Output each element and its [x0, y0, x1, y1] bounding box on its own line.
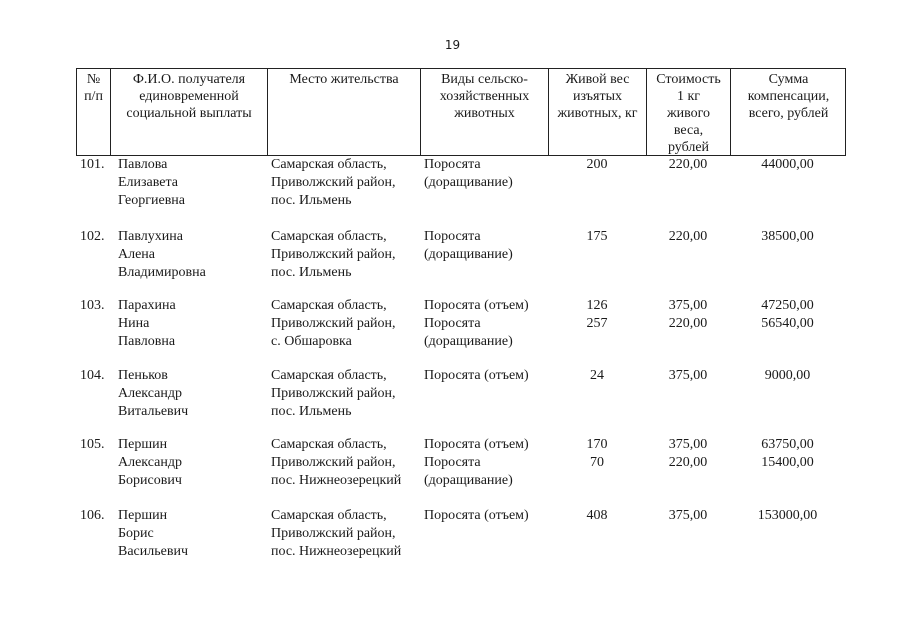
- row-residence: Самарская область, Приволжский район, пос. Нижнеозерецкий: [271, 508, 402, 559]
- header-live-weight: Живой вес изъятых животных, кг: [549, 69, 647, 156]
- row-animal-kind: Поросята (отъем) Поросята (доращивание): [424, 298, 529, 349]
- row-fio: Павлова Елизавета Георгиевна: [118, 157, 186, 208]
- row-fio: Першин Борис Васильевич: [118, 508, 188, 559]
- row-residence: Самарская область, Приволжский район, пос. Нижнеозерецкий: [271, 437, 402, 488]
- row-residence: Самарская область, Приволжский район, пос. Ильмень: [271, 368, 396, 419]
- row-number: 102.: [80, 229, 105, 244]
- row-price-per-kg: 220,00: [668, 229, 708, 244]
- table-row: [76, 297, 846, 367]
- row-fio: Парахина Нина Павловна: [118, 298, 176, 349]
- row-number: 104.: [80, 368, 105, 383]
- row-fio: Павлухина Алена Владимировна: [118, 229, 206, 280]
- row-fio: Пеньков Александр Витальевич: [118, 368, 189, 419]
- row-residence: Самарская область, Приволжский район, пос. Ильмень: [271, 157, 396, 208]
- row-animal-kind: Поросята (отъем) Поросята (доращивание): [424, 437, 529, 488]
- row-price-per-kg: 220,00: [668, 157, 708, 172]
- row-animal-kind: Поросята (доращивание): [424, 157, 513, 190]
- row-fio: Першин Александр Борисович: [118, 437, 182, 488]
- header-compensation-sum: Сумма компенсации, всего, рублей: [747, 72, 830, 121]
- row-animal-kind: Поросята (отъем): [424, 508, 529, 523]
- header-animal-kind: Виды сельско- хозяйственных животных: [421, 69, 549, 156]
- row-live-weight: 24: [590, 368, 604, 383]
- table-row: [76, 507, 846, 577]
- row-compensation-sum: 47250,00 56540,00: [761, 298, 814, 331]
- header-price-per-kg: Стоимость 1 кг живого веса, рублей: [647, 69, 731, 156]
- table-row: [76, 436, 846, 506]
- table-header: [76, 68, 846, 156]
- row-number: 105.: [80, 437, 105, 452]
- row-live-weight: 126 257: [586, 298, 608, 331]
- row-animal-kind: Поросята (отъем): [424, 368, 529, 383]
- table-row: [76, 228, 846, 298]
- header-number: № п/п: [77, 69, 111, 156]
- row-number: 106.: [80, 508, 105, 523]
- header-fio: Ф.И.О. получателя единовременной социальной выплаты: [111, 69, 268, 156]
- page-number: 19: [444, 38, 461, 52]
- row-residence: Самарская область, Приволжский район, пос. Ильмень: [271, 229, 396, 280]
- row-live-weight: 175: [586, 229, 608, 244]
- row-compensation-sum: 44000,00: [761, 157, 814, 172]
- row-price-per-kg: 375,00: [668, 508, 708, 523]
- row-price-per-kg: 375,00 220,00: [668, 437, 708, 470]
- row-animal-kind: Поросята (доращивание): [424, 229, 513, 262]
- row-residence: Самарская область, Приволжский район, с. Обшаровка: [271, 298, 396, 349]
- row-price-per-kg: 375,00: [668, 368, 708, 383]
- table-row: [76, 367, 846, 437]
- row-live-weight: 200: [586, 157, 608, 172]
- row-price-per-kg: 375,00 220,00: [668, 298, 708, 331]
- header-residence: Место жительства: [268, 69, 421, 156]
- row-live-weight: 170 70: [586, 437, 608, 470]
- row-live-weight: 408: [586, 508, 608, 523]
- row-compensation-sum: 9000,00: [764, 368, 811, 383]
- row-compensation-sum: 63750,00 15400,00: [761, 437, 814, 470]
- row-compensation-sum: 38500,00: [761, 229, 814, 244]
- row-number: 101.: [80, 157, 105, 172]
- row-compensation-sum: 153000,00: [757, 508, 818, 523]
- row-number: 103.: [80, 298, 105, 313]
- table-row: [76, 156, 846, 226]
